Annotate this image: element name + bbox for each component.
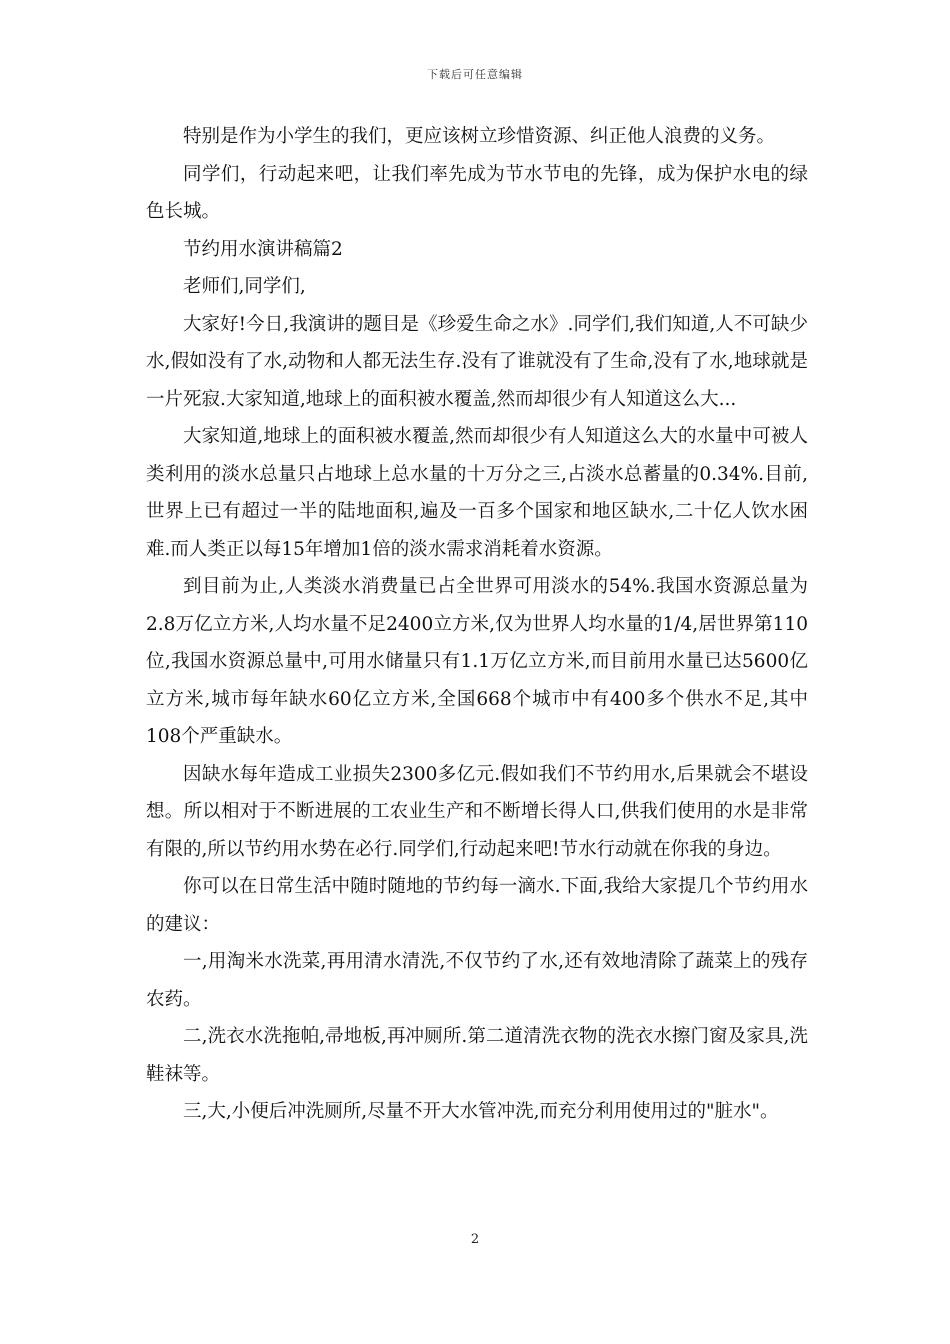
document-body: [146, 118, 808, 1131]
paragraph-6: 大家知道,地球上的面积被水覆盖,然而却很少有人知道这么大的水量中可被人类利用的淡水总量只占地球上总水量的十万分之三,占淡水总蓄量的0.34%.目前,世界上已有超过一半的陆地面积,遍及一百多个国家和地区缺水,二十亿人饮水困难.而人类正以每15年增加1倍的淡水需求消耗着水资源。: [146, 426, 808, 560]
paragraph-7: 到目前为止,人类淡水消费量已占全世界可用淡水的54%.我国水资源总量为2.8万亿立方米,人均水量不足2400立方米,仅为世界人均水量的1/4,居世界第110位,我国水资源总量中,可用水储量只有1.1万亿立方米,而目前用水量已达5600亿立方米,城市每年缺水60亿立方米,全国668个城市中有400多个供水不足,其中108个严重缺水。: [146, 576, 808, 747]
page-number: 2: [470, 1232, 480, 1247]
section-title: 节约用水演讲稿篇2: [183, 238, 343, 260]
paragraph-5: 大家好!今日,我演讲的题目是《珍爱生命之水》.同学们,我们知道,人不可缺少水,假如没有了水,动物和人都无法生存.没有了谁就没有了生命,没有了水,地球就是一片死寂.大家知道,地球上的面积被水覆盖,然而却很少有人知道这么大...: [146, 313, 808, 410]
suggestion-2: 二,洗衣水洗拖帕,帚地板,再冲厕所.第二道清洗衣物的洗衣水擦门窗及家具,洗鞋袜等。: [146, 1026, 808, 1085]
salutation: 老师们,同学们,: [183, 276, 306, 297]
page-header: 下载后可任意编辑: [427, 68, 523, 81]
suggestion-1: 一,用淘米水洗菜,再用清水清洗,不仅节约了水,还有效地清除了蔬菜上的残存农药。: [146, 951, 808, 1010]
paragraph-2: 同学们，行动起来吧，让我们率先成为节水节电的先锋，成为保护水电的绿色长城。: [146, 163, 808, 222]
paragraph-8: 因缺水每年造成工业损失2300多亿元.假如我们不节约用水,后果就会不堪设想。所以相对于不断进展的工农业生产和不断增长得人口,供我们使用的水是非常有限的,所以节约用水势在必行.同学们,行动起来吧!节水行动就在你我的身边。: [146, 763, 808, 860]
suggestion-3: 三,大,小便后冲洗厕所,尽量不开大水管冲洗,而充分利用使用过的"脏水"。: [183, 1101, 779, 1122]
paragraph-9: 你可以在日常生活中随时随地的节约每一滴水.下面,我给大家提几个节约用水的建议：: [146, 876, 808, 935]
paragraph-1: 特别是作为小学生的我们，更应该树立珍惜资源、纠正他人浪费的义务。: [183, 126, 776, 147]
